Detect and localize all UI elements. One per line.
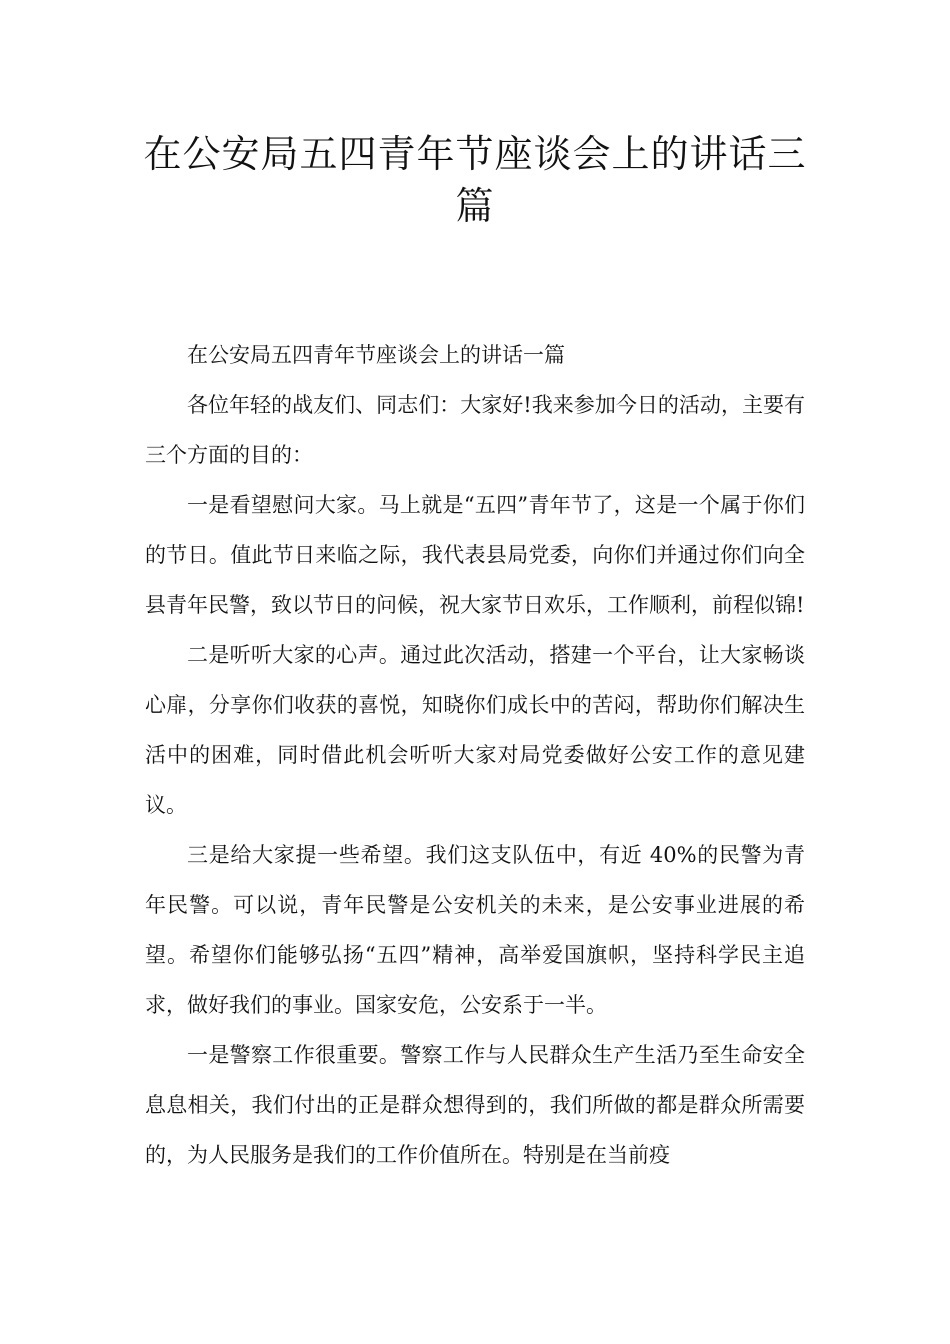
paragraph-point-three: 三是给大家提一些希望。我们这支队伍中，有近 40%的民警为青年民警。可以说，青年民警是公安机关的未来，是公安事业进展的希望。希望你们能够弘扬“五四”精神，高举爱国旗帜，坚持科学民主追求，做好我们的事业。国家安危，公安系于一半。 (145, 843, 805, 1017)
paragraph-point-one: 一是看望慰问大家。马上就是“五四”青年节了，这是一个属于你们的节日。值此节日来临之际，我代表县局党委，向你们并通过你们向全县青年民警，致以节日的问候，祝大家节日欢乐，工作顺利，前程似锦! (145, 493, 805, 617)
section-heading: 在公安局五四青年节座谈会上的讲话一篇 (187, 343, 565, 367)
document-body (145, 330, 805, 1180)
document-title: 在公安局五四青年节座谈会上的讲话三篇 (143, 132, 807, 228)
paragraph-police-work: 一是警察工作很重要。警察工作与人民群众生产生活乃至生命安全息息相关，我们付出的正是群众想得到的，我们所做的都是群众所需要的，为人民服务是我们的工作价值所在。特别是在当前疫 (145, 1043, 805, 1167)
paragraph-point-two: 二是听听大家的心声。通过此次活动，搭建一个平台，让大家畅谈心扉，分享你们收获的喜悦，知晓你们成长中的苦闷，帮助你们解决生活中的困难，同时借此机会听听大家对局党委做好公安工作的意见建议。 (145, 643, 805, 817)
paragraph-greeting: 各位年轻的战友们、同志们：大家好!我来参加今日的活动，主要有三个方面的目的： (145, 393, 805, 467)
